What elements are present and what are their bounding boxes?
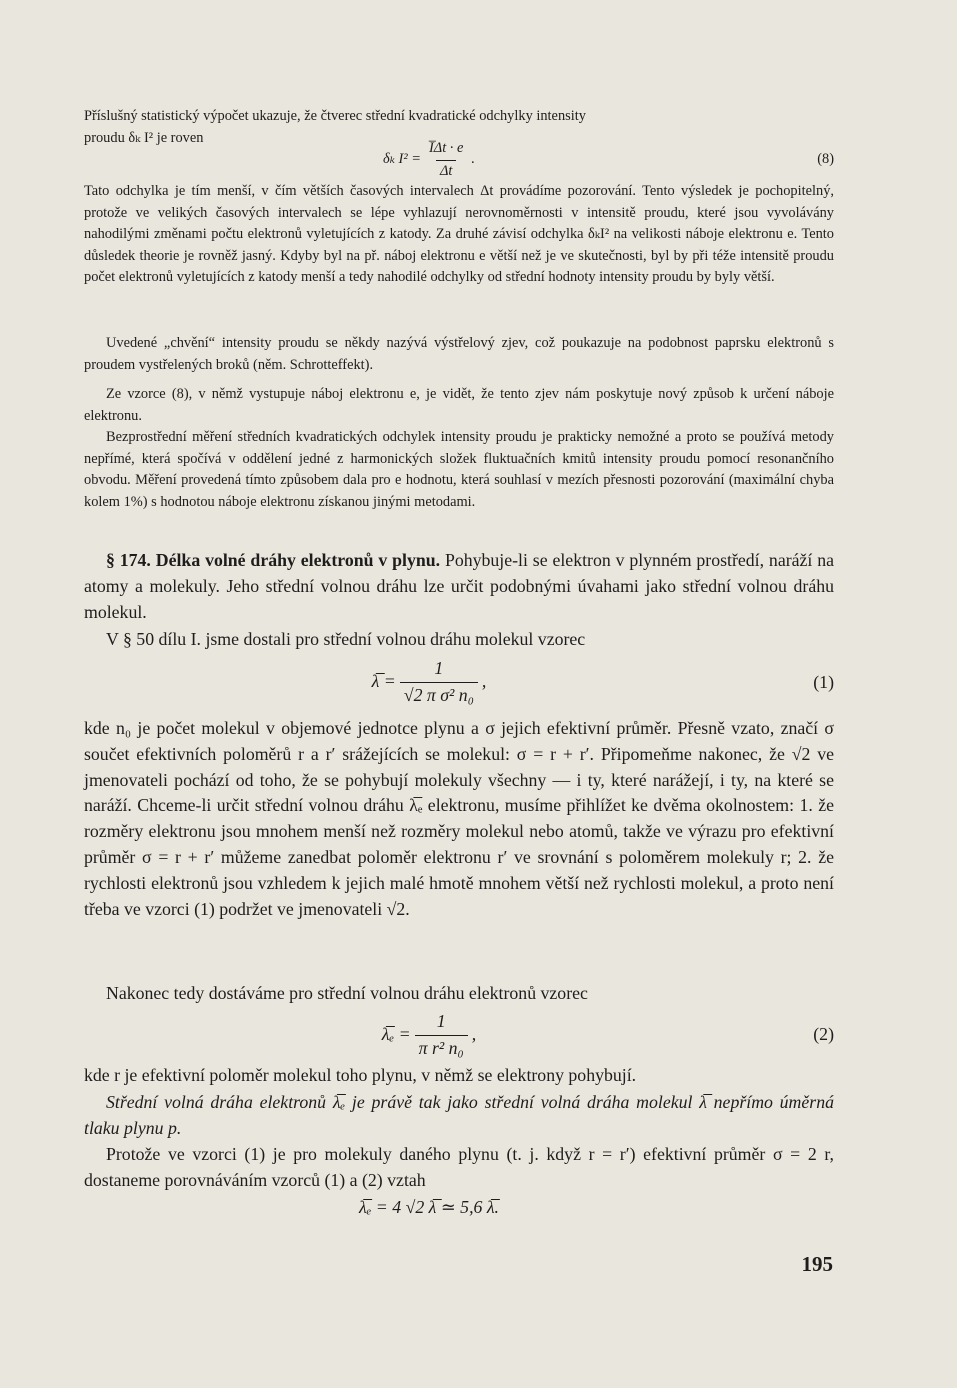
paragraph-measurement: Bezprostřední měření středních kvadratických odchylek intensity proudu je prakticky nemožné a proto se používá metody nepřímé, která spočívá v oddělení jedné z harmonických složek fluktuačních kmitů intensity proudu pomocí resonančního obvodu. Měření provedená tímto způsobem dala pro e hodnotu, která souhlasí v mezích přesnosti pozorování (maximální chyba kolem 1%) s hodnotou náboje elektronu získanou jinými metodami. bbox=[84, 429, 834, 510]
section-174 bbox=[84, 548, 834, 625]
equation-8-end: . bbox=[471, 151, 475, 168]
equation-2-end: , bbox=[471, 1024, 477, 1045]
equation-3-body: λ̅ₑ = 4 √2 λ̅ ≃ 5,6 λ̅. bbox=[359, 1197, 499, 1217]
equation-1-number: (1) bbox=[813, 672, 834, 693]
page-number: 195 bbox=[801, 1252, 833, 1276]
equation-8-denominator: Δt bbox=[436, 160, 456, 183]
equation-2-numerator: 1 bbox=[436, 1011, 446, 1031]
paragraph-shot-effect: Uvedené „chvění“ intensity proudu se někdy nazývá výstřelový zjev, což poukazuje na podobnost paprsku elektronů s proudem vystřelených broků (něm. Schrotteffekt). bbox=[84, 335, 834, 373]
paragraph-comparison: Protože ve vzorci (1) je pro molekuly daného plynu (t. j. když r = r′) efektivní průměr σ = 2 r, dostaneme porovnáváním vzorců (1) a (2) vztah bbox=[84, 1144, 834, 1190]
paragraph-theorem: Střední volná dráha elektronů λ̅ₑ je právě tak jako střední volná dráha molekul λ̅ nepřímo úměrná tlaku plynu p. bbox=[84, 1092, 834, 1138]
equation-1-lhs: λ̅ = bbox=[371, 671, 396, 692]
equation-8-numerator: I̅Δt · e bbox=[428, 140, 464, 156]
equation-8 bbox=[84, 138, 834, 182]
paragraph-new-method: Ze vzorce (8), v němž vystupuje náboj elektronu e, je vidět, že tento zjev nám poskytuje nový způsob k určení náboje elektronu. bbox=[84, 386, 834, 424]
paragraph-electron-formula: Nakonec tedy dostáváme pro střední volnou dráhu elektronů vzorec bbox=[106, 983, 588, 1003]
intro-line-1: Příslušný statistický výpočet ukazuje, že čtverec střední kvadratické odchylky intensity bbox=[84, 108, 586, 124]
equation-8-lhs: δₖ I² = bbox=[383, 151, 421, 168]
equation-1-end: , bbox=[481, 671, 487, 692]
equation-8-body bbox=[84, 138, 774, 182]
equation-2-number: (2) bbox=[813, 1024, 834, 1045]
equation-1-numerator: 1 bbox=[434, 658, 444, 678]
equation-1-denominator: √2 π σ² n₀ bbox=[400, 682, 478, 709]
paragraph-explanation: kde n₀ je počet molekul v objemové jednotce plynu a σ jejich efektivní průměr. Přesně vzato, značí σ součet efektivních poloměrů r a r′ srážejících se molekul: σ = r + r′. Připomeňme nakonec, že √2 ve jmenovateli pochází od toho, že se pohybují molekuly všechny — i ty, které narážejí, i ty, na které se naráží. Chceme-li určit střední volnou dráhu λ̅ₑ elektronu, musíme přihlížet ke dvěma okolnostem: 1. že rozměry elektronu jsou mnohem menší než rozměry molekul nebo atomů, takže ve výrazu pro efektivní průměr σ = r + r′ můžeme zanedbat poloměr elektronu r′ ve srovnání s poloměrem molekuly r; 2. že rychlosti elektronů jsou vzhledem k jejich malé hmotě mnohem větší než rychlosti molekul, a proto není třeba ve vzorci (1) podržet ve jmenovateli √2. bbox=[84, 718, 834, 919]
equation-2-fraction bbox=[415, 1009, 468, 1062]
paragraph-radius: kde r je efektivní poloměr molekul toho plynu, v němž se elektrony pohybují. bbox=[84, 1065, 637, 1085]
paragraph-molecule-formula: V § 50 dílu I. jsme dostali pro střední volnou dráhu molekul vzorec bbox=[106, 629, 586, 649]
equation-3 bbox=[84, 1195, 834, 1229]
intro-line-2: proudu δₖ I² je roven bbox=[84, 129, 204, 146]
equation-8-number: (8) bbox=[817, 151, 834, 168]
paragraph-deviation: Tato odchylka je tím menší, v čím větších časových intervalech Δt provádíme pozorování. Tento výsledek je pochopitelný, protože ve velikých časových intervalech se lépe vyhlazují nerovnoměrnosti v intensitě proudu, které jsou vyvolávány nahodilými změnami počtu elektronů vyletujících z katody. Za druhé závisí odchylka δₖI² na velikosti náboje elektronu e. Tento důsledek theorie je rovněž jasný. Kdyby byl na př. náboj elektronu e větší než je ve skutečnosti, byl by při téže intensitě proudu počet elektronů vyletujících z katody menší a tedy nahodilé odchylky od střední hodnoty intensity proudu by byly větší. bbox=[84, 183, 834, 286]
equation-2-denominator: π r² n₀ bbox=[415, 1035, 468, 1062]
equation-1-body bbox=[84, 656, 774, 709]
equation-2 bbox=[84, 1009, 834, 1061]
equation-2-lhs: λ̅ₑ = bbox=[381, 1024, 411, 1045]
equation-2-body bbox=[84, 1009, 774, 1062]
equation-1-fraction bbox=[400, 656, 478, 709]
equation-8-fraction bbox=[425, 138, 467, 182]
equation-1 bbox=[84, 656, 834, 710]
section-intro-text: Pohybuje-li se elektron v plynném prostředí, naráží na atomy a molekuly. Jeho střední volnou dráhu lze určit podobnými úvahami jako střední volnou dráhu molekul. bbox=[84, 550, 835, 622]
section-title: Délka volné dráhy elektronů v plynu. bbox=[155, 550, 441, 570]
section-number: § 174. bbox=[106, 550, 151, 570]
